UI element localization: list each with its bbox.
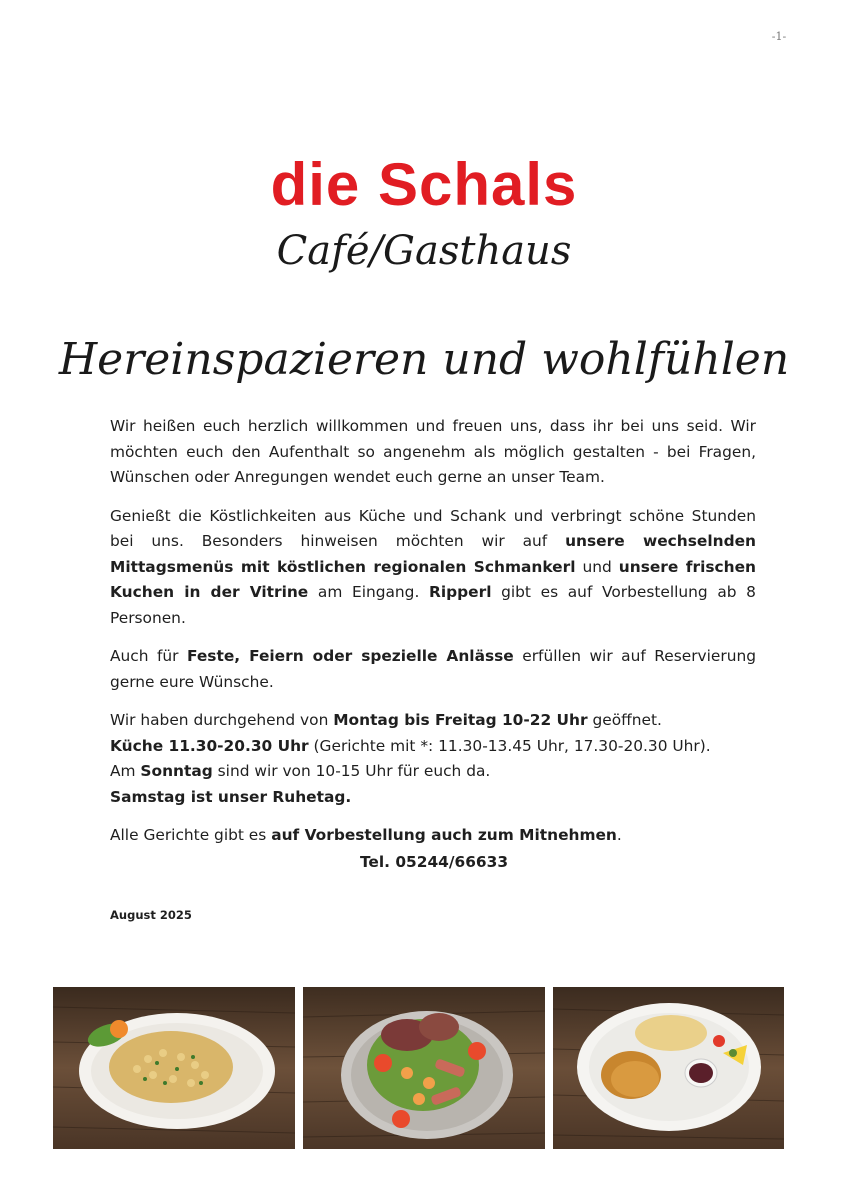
- paragraph-events: Auch für Feste, Feiern oder spezielle Anlässe erfüllen wir auf Reservierung gerne eure Wünsche.: [110, 647, 756, 691]
- brand-subtitle: Café/Gasthaus: [276, 228, 572, 274]
- phone-number: Tel. 05244/66633: [359, 853, 509, 871]
- salad-plate-icon: [303, 987, 545, 1149]
- highlight-events: Feste, Feiern oder spezielle Anlässe: [186, 647, 514, 665]
- paragraph-welcome: Wir heißen euch herzlich willkommen und freuen uns, dass ihr bei uns seid. Wir möchten euch den Aufenthalt so angenehm als möglich gestalten - bei Fragen, Wünschen oder Anregungen wendet euch gerne an unser Team.: [110, 417, 756, 486]
- highlight-lunch-menus: unsere wechselnden Mittagsmenüs mit köstlichen regionalen Schmankerl: [110, 532, 756, 576]
- kaesespaetzle-plate-icon: [53, 987, 295, 1149]
- document-date: August 2025: [110, 908, 192, 922]
- page-number: -1-: [771, 30, 787, 43]
- highlight-ripperl: Ripperl: [429, 583, 492, 601]
- opening-hours: Wir haben durchgehend von Montag bis Freitag 10-22 Uhr geöffnet. Küche 11.30-20.30 Uhr (Gerichte mit *: 11.30-13.45 Uhr, 17.30-20.30 Uhr). Am Sonntag sind wir von 10-15 Uhr für euch da. Samstag ist unser Ruhetag.: [110, 711, 711, 806]
- highlight-cakes: unsere frischen Kuchen in der Vitrine: [110, 557, 756, 601]
- welcome-headline: Hereinspazieren und wohlfühlen: [58, 334, 790, 385]
- highlight-takeaway: auf Vorbestellung auch zum Mitnehmen: [271, 826, 617, 844]
- welcome-text: [110, 414, 756, 862]
- paragraph-takeaway: Alle Gerichte gibt es auf Vorbestellung auch zum Mitnehmen.: [110, 826, 622, 844]
- paragraph-specials: Genießt die Köstlichkeiten aus Küche und Schank und verbringt schöne Stunden bei uns. Besonders hinweisen möchten wir auf unsere wechselnden Mittagsmenüs mit köstlichen regionalen Schmankerl und unsere frischen Kuchen in der Vitrine am Eingang. Ripperl gibt es auf Vorbestellung ab 8 Personen.: [110, 506, 756, 627]
- food-photo-strip: [53, 987, 784, 1149]
- brand-name: die Schals: [270, 151, 578, 218]
- schnitzel-plate-icon: [553, 987, 795, 1149]
